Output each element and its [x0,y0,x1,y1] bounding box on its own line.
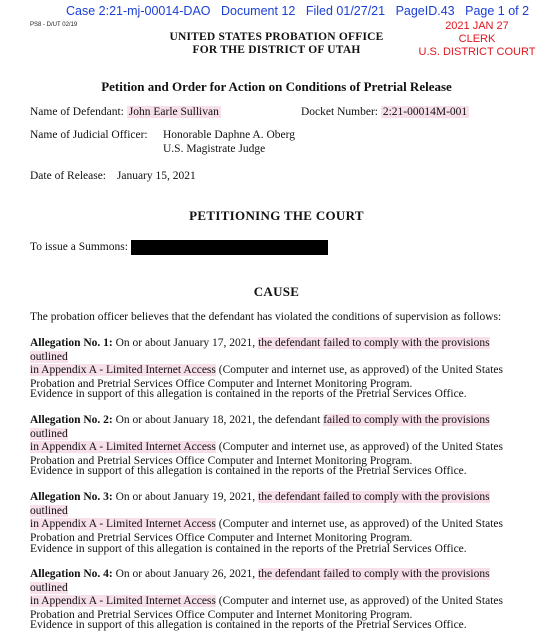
allegation-text: On or about January 17, 2021, [112,337,259,349]
allegation-text: Probation and Pretrial Services Office Computer and Internet Monitoring Program. [30,608,413,621]
allegation-label: Allegation No. 1: [30,337,113,349]
filed-stamp-date: 2021 JAN 27 [445,20,509,32]
allegation-label: Allegation No. 4: [30,568,113,580]
allegation-highlight: in Appendix A - Limited Internet Access [30,441,216,453]
allegation-1 [30,337,530,391]
allegation-text: Probation and Pretrial Services Office Computer and Internet Monitoring Program. [30,454,413,467]
judicial-title: U.S. Magistrate Judge [163,143,266,155]
allegation-text: On or about January 19, 2021, [112,491,259,503]
judicial-name: Honorable Daphne A. Oberg [163,129,296,141]
evidence-4: Evidence in support of this allegation is contained in the reports of the Pretrial Services Office. [30,619,467,631]
allegation-highlight: the defendant failed to comply with the provisions outlined [30,491,490,517]
allegation-4 [30,568,530,622]
ecf-header [66,4,536,18]
allegation-text: (Computer and internet use, as approved) of the United States [215,441,503,453]
form-code: PS8 - D/UT 02/19 [30,22,78,28]
filed-stamp [402,20,552,59]
filed-stamp-court: U.S. DISTRICT COURT [418,46,536,58]
allegation-label: Allegation No. 2: [30,414,113,426]
docket-label: Docket Number: [301,106,378,118]
defendant-row [30,106,221,118]
allegation-label: Allegation No. 3: [30,491,113,503]
filed-stamp-clerk: CLERK [458,33,496,45]
page-count: Page 1 of 2 [465,4,530,18]
evidence-2: Evidence in support of this allegation is contained in the reports of the Pretrial Services Office. [30,465,467,477]
allegation-text: (Computer and internet use, as approved) of the United States [215,595,503,607]
allegation-highlight: failed to comply with the provisions outlined [30,414,490,440]
office-title: UNITED STATES PROBATION OFFICE [169,31,384,43]
allegation-text: (Computer and internet use, as approved) of the United States [215,518,503,530]
allegation-2 [30,414,530,468]
allegation-highlight: in Appendix A - Limited Internet Access [30,595,216,607]
release-label: Date of Release: [30,170,106,182]
docket-row [301,106,469,118]
district-title: FOR THE DISTRICT OF UTAH [192,44,361,56]
allegation-highlight: the defendant failed to comply with the provisions outlined [30,568,490,594]
judicial-label: Name of Judicial Officer: [30,129,148,141]
allegation-highlight: in Appendix A - Limited Internet Access [30,518,216,530]
allegation-text: On or about January 18, 2021, the defendant [112,414,324,426]
defendant-label: Name of Defendant: [30,106,124,118]
page-id: PageID.43 [395,4,455,18]
release-date: January 15, 2021 [116,170,196,182]
case-number: Case 2:21-mj-00014-DAO [66,4,211,18]
allegation-highlight: the defendant failed to comply with the provisions outlined [30,337,490,363]
petition-title: Petition and Order for Action on Conditions of Pretrial Release [101,79,452,94]
evidence-3: Evidence in support of this allegation is contained in the reports of the Pretrial Services Office. [30,543,467,555]
cause-title: CAUSE [253,284,300,299]
redaction-bar [131,240,328,255]
document-number: Document 12 [221,4,296,18]
filed-date: Filed 01/27/21 [305,4,386,18]
defendant-name: John Earle Sullivan [128,106,219,118]
allegation-text: Probation and Pretrial Services Office Computer and Internet Monitoring Program. [30,531,413,544]
allegation-text: (Computer and internet use, as approved) of the United States [215,364,503,376]
petitioning-title: PETITIONING THE COURT [189,208,364,223]
allegation-text: On or about January 26, 2021, [112,568,259,580]
release-row [30,170,196,182]
summons-label: To issue a Summons: [30,241,128,253]
docket-number: 2:21-00014M-001 [382,106,468,118]
allegation-3 [30,491,530,545]
evidence-1: Evidence in support of this allegation is contained in the reports of the Pretrial Services Office. [30,388,467,400]
allegation-text: Probation and Pretrial Services Office Computer and Internet Monitoring Program. [30,377,413,390]
cause-intro: The probation officer believes that the defendant has violated the conditions of supervision as follows: [30,311,502,323]
allegation-highlight: in Appendix A - Limited Internet Access [30,364,216,376]
